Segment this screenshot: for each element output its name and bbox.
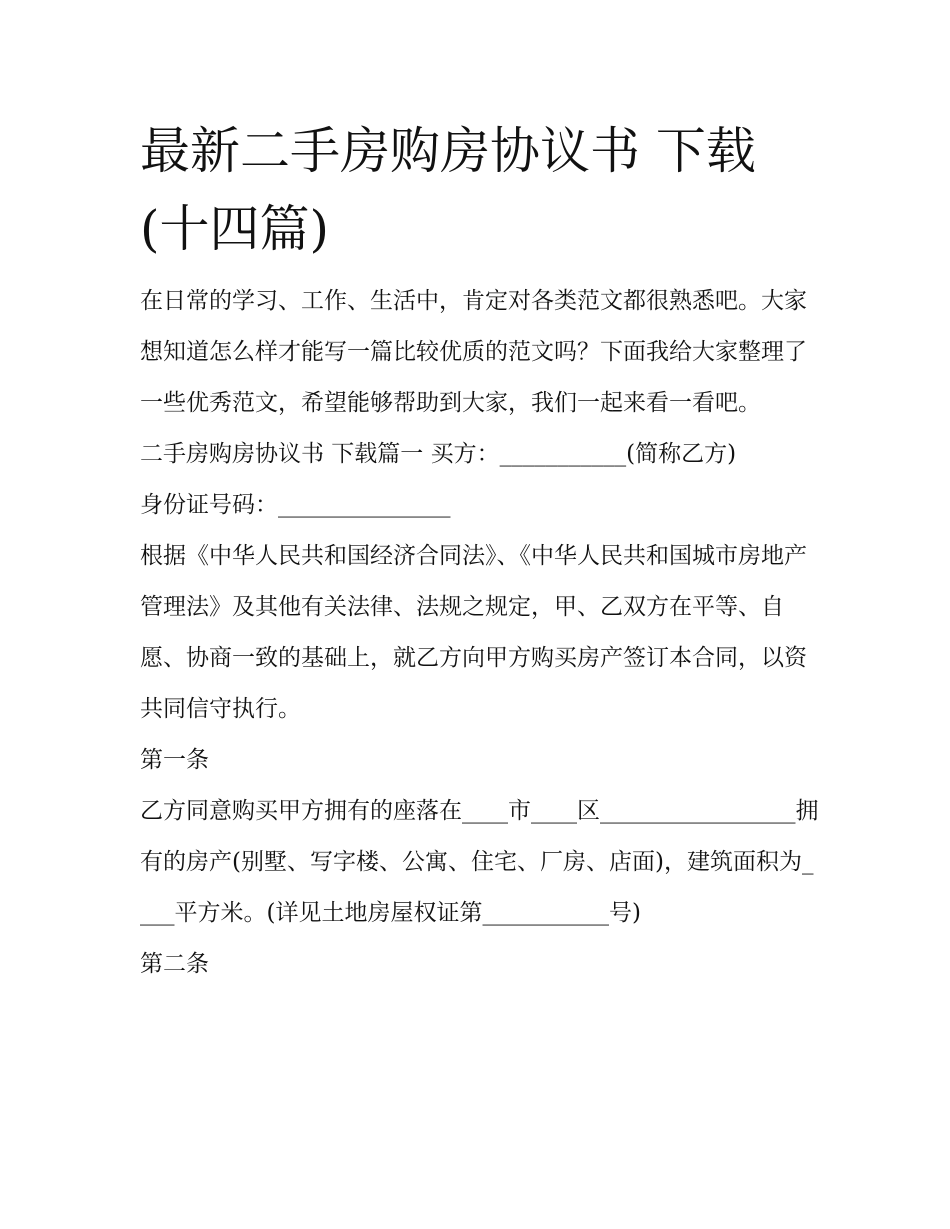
section-heading-buyer: 二手房购房协议书 下载篇一 买方：___________(简称乙方) bbox=[140, 441, 737, 467]
id-number-line: 身份证号码：_______________ bbox=[140, 492, 451, 518]
legal-basis-paragraph: 根据《中华人民共和国经济合同法》、《中华人民共和国城市房地产管理法》及其他有关法律、法规之规定，甲、乙双方在平等、自愿、协商一致的基础上，就乙方向甲方购买房产签订本合同，以资共同信守执行。 bbox=[140, 543, 807, 722]
article-1-heading: 第一条 bbox=[140, 747, 209, 773]
article-2-heading: 第二条 bbox=[140, 951, 209, 977]
document-body bbox=[140, 276, 820, 990]
intro-paragraph: 在日常的学习、工作、生活中，肯定对各类范文都很熟悉吧。大家想知道怎么样才能写一篇比较优质的范文吗？下面我给大家整理了一些优秀范文，希望能够帮助到大家，我们一起来看一看吧。 bbox=[140, 288, 807, 416]
article-1-paragraph: 乙方同意购买甲方拥有的座落在____市____区_________________拥有的房产(别墅、写字楼、公寓、住宅、厂房、店面)，建筑面积为____平方米。(详见土地房屋权证第___________号) bbox=[140, 798, 819, 926]
document-title: 最新二手房购房协议书 下载(十四篇) bbox=[140, 122, 756, 258]
